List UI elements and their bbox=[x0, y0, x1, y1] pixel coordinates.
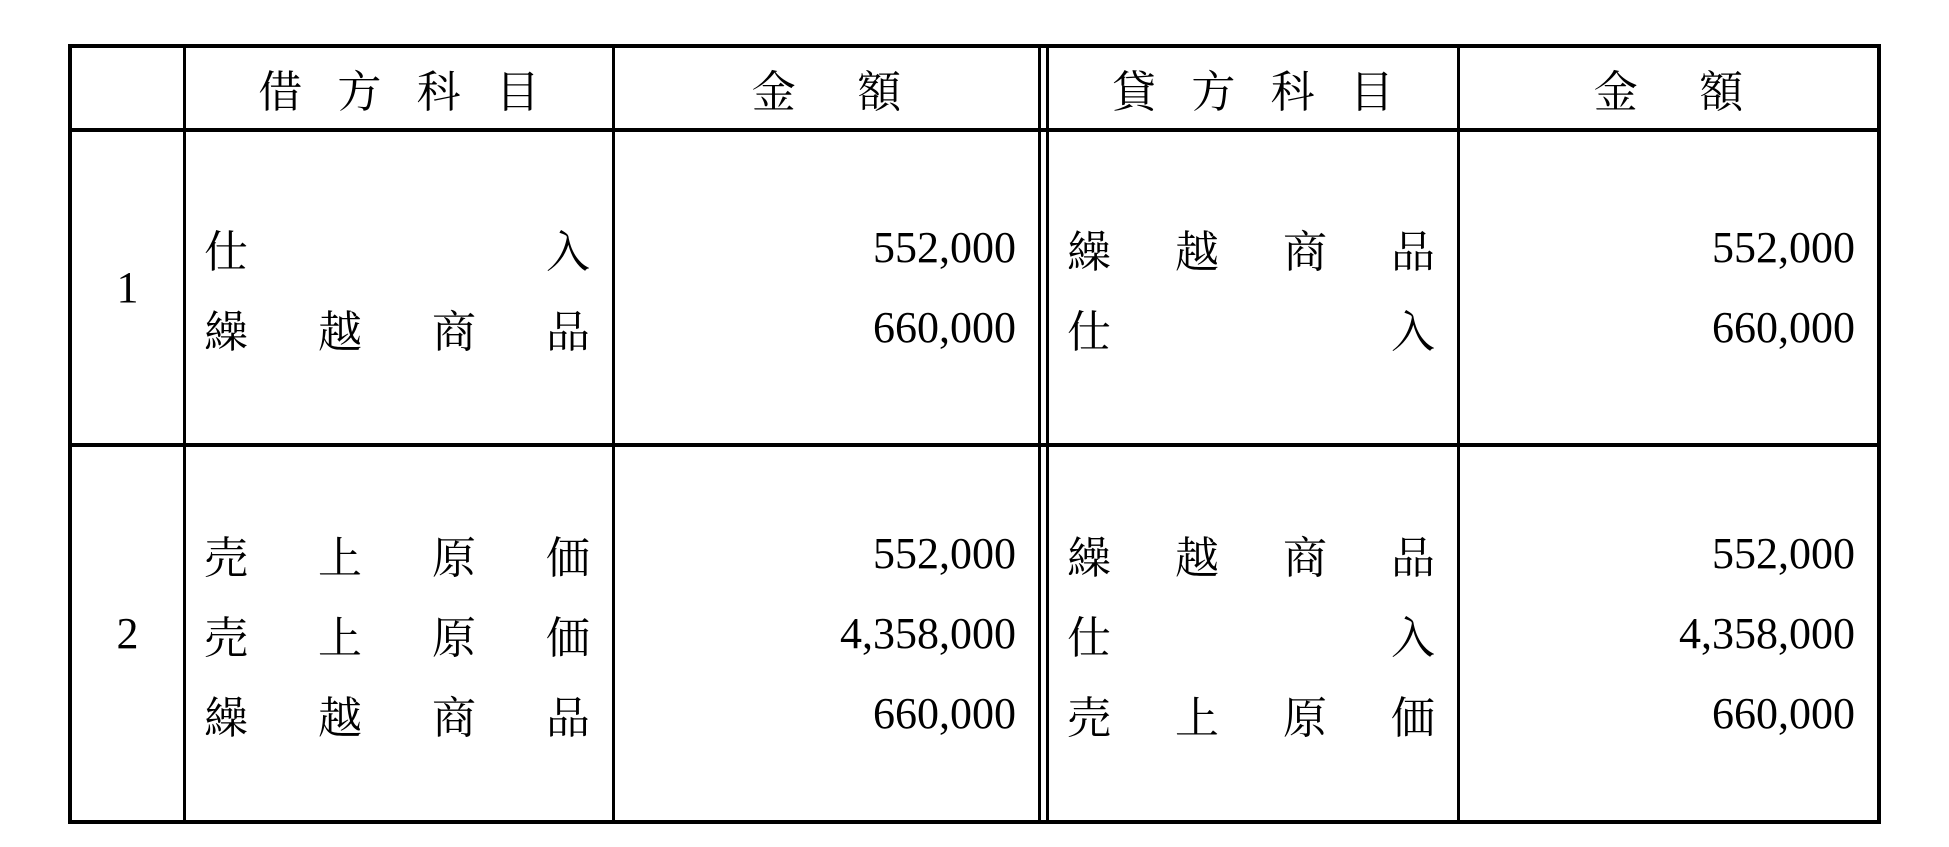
account-char: 上 bbox=[1175, 693, 1219, 743]
amount-value: 660,000 bbox=[873, 303, 1016, 352]
account-char: 上 bbox=[318, 613, 362, 663]
account-char: 繰 bbox=[1067, 227, 1111, 277]
header-debit-account-label: 借方科目 bbox=[258, 68, 575, 117]
account-char: 仕 bbox=[204, 227, 248, 277]
account-char: 売 bbox=[1067, 693, 1111, 743]
amount-value: 552,000 bbox=[1712, 223, 1855, 272]
account-name bbox=[1067, 288, 1435, 368]
account-char: 入 bbox=[546, 227, 590, 277]
credit-amounts-cell bbox=[1460, 132, 1877, 447]
account-char: 繰 bbox=[204, 693, 248, 743]
amount-value: 4,358,000 bbox=[840, 609, 1016, 658]
account-char: 価 bbox=[546, 533, 590, 583]
double-rule-divider bbox=[1038, 447, 1049, 820]
row-number: 1 bbox=[116, 263, 139, 312]
account-name bbox=[1067, 514, 1435, 594]
account-char: 品 bbox=[546, 693, 590, 743]
account-name bbox=[204, 594, 590, 674]
amount-value: 660,000 bbox=[873, 689, 1016, 738]
row-number-cell bbox=[72, 447, 186, 820]
account-char: 価 bbox=[546, 613, 590, 663]
account-name bbox=[204, 514, 590, 594]
amount-value: 660,000 bbox=[1712, 689, 1855, 738]
debit-accounts-cell bbox=[186, 132, 615, 447]
account-name bbox=[1067, 208, 1435, 288]
debit-accounts-cell bbox=[186, 447, 615, 820]
account-char: 入 bbox=[1391, 307, 1435, 357]
debit-amounts-cell bbox=[615, 132, 1038, 447]
account-char: 商 bbox=[432, 693, 476, 743]
account-char: 仕 bbox=[1067, 307, 1111, 357]
account-char: 売 bbox=[204, 533, 248, 583]
header-credit-amount-label: 金額 bbox=[1593, 68, 1805, 117]
account-char: 越 bbox=[318, 693, 362, 743]
account-char: 原 bbox=[1283, 693, 1327, 743]
double-rule-divider bbox=[1038, 48, 1049, 132]
header-debit-amount bbox=[615, 48, 1038, 132]
header-debit-account bbox=[186, 48, 615, 132]
account-char: 繰 bbox=[204, 307, 248, 357]
account-char: 上 bbox=[318, 533, 362, 583]
account-name bbox=[204, 674, 590, 754]
account-char: 売 bbox=[204, 613, 248, 663]
header-debit-amount-label: 金額 bbox=[751, 68, 963, 117]
journal-table bbox=[68, 44, 1881, 824]
account-char: 商 bbox=[432, 307, 476, 357]
amount-value: 552,000 bbox=[873, 223, 1016, 272]
row-number: 2 bbox=[116, 609, 139, 658]
account-name bbox=[204, 208, 590, 288]
account-char: 品 bbox=[1391, 533, 1435, 583]
header-credit-account bbox=[1049, 48, 1460, 132]
account-name bbox=[204, 288, 590, 368]
account-char: 商 bbox=[1283, 227, 1327, 277]
account-char: 商 bbox=[1283, 533, 1327, 583]
account-name bbox=[1067, 594, 1435, 674]
account-char: 越 bbox=[318, 307, 362, 357]
account-char: 越 bbox=[1175, 227, 1219, 277]
amount-value: 552,000 bbox=[1712, 529, 1855, 578]
account-name bbox=[1067, 674, 1435, 754]
credit-accounts-cell bbox=[1049, 132, 1460, 447]
header-credit-amount bbox=[1460, 48, 1877, 132]
credit-accounts-cell bbox=[1049, 447, 1460, 820]
credit-amounts-cell bbox=[1460, 447, 1877, 820]
account-char: 入 bbox=[1391, 613, 1435, 663]
account-char: 原 bbox=[432, 533, 476, 583]
amount-value: 660,000 bbox=[1712, 303, 1855, 352]
account-char: 品 bbox=[546, 307, 590, 357]
row-number-cell bbox=[72, 132, 186, 447]
account-char: 繰 bbox=[1067, 533, 1111, 583]
double-rule-divider bbox=[1038, 132, 1049, 447]
header-row-number-blank bbox=[72, 48, 186, 132]
account-char: 越 bbox=[1175, 533, 1219, 583]
header-credit-account-label: 貸方科目 bbox=[1112, 68, 1429, 117]
amount-value: 552,000 bbox=[873, 529, 1016, 578]
account-char: 価 bbox=[1391, 693, 1435, 743]
amount-value: 4,358,000 bbox=[1679, 609, 1855, 658]
account-char: 仕 bbox=[1067, 613, 1111, 663]
account-char: 原 bbox=[432, 613, 476, 663]
account-char: 品 bbox=[1391, 227, 1435, 277]
debit-amounts-cell bbox=[615, 447, 1038, 820]
journal-entry-sheet bbox=[68, 44, 1881, 824]
